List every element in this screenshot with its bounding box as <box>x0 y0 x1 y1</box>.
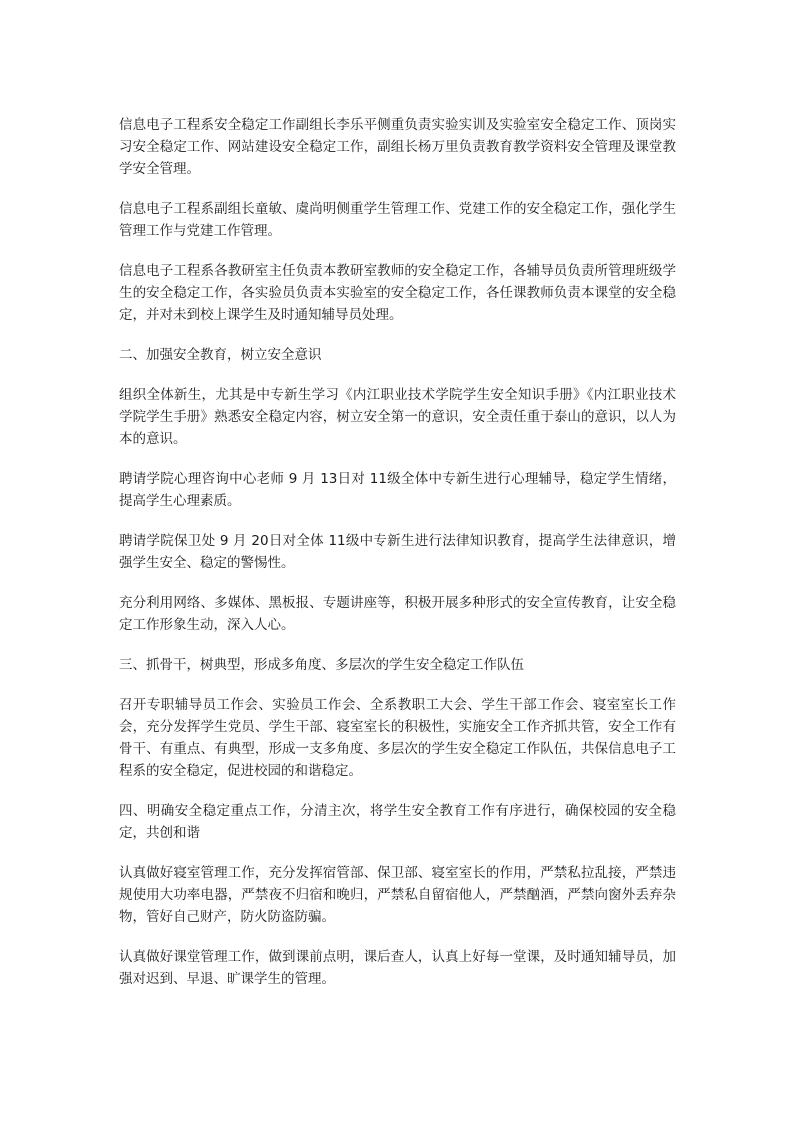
paragraph-vice-leader-li: 信息电子工程系安全稳定工作副组长李乐平侧重负责实验实训及实验室安全稳定工作、顶岗实习安全稳定工作、网站建设安全稳定工作，副组长杨万里负责教育教学资料安全管理及课堂教学安全管理。 <box>119 117 676 177</box>
paragraph-media-publicity: 充分利用网络、多媒体、黑板报、专题讲座等，积极开展多种形式的安全宣传教育，让安全稳定工作形象生动，深入人心。 <box>119 595 676 633</box>
section-heading-2: 二、加强安全教育，树立安全意识 <box>119 347 322 363</box>
document-body <box>119 114 676 1008</box>
paragraph-teaching-office: 信息电子工程系各教研室主任负责本教研室教师的安全稳定工作，各辅导员负责所管理班级学生的安全稳定工作，各实验员负责本实验室的安全稳定工作，各任课教师负责本课堂的安全稳定，并对未到校上课学生及时通知辅导员处理。 <box>119 263 676 323</box>
paragraph-dormitory: 认真做好寝室管理工作，充分发挥宿管部、保卫部、寝室室长的作用，严禁私拉乱接，严禁违规使用大功率电器，严禁夜不归宿和晚归，严禁私自留宿他人，严禁酗酒，严禁向窗外丢弃杂物，管好自己财产，防火防盗防骗。 <box>119 865 676 925</box>
paragraph-vice-leader-tong: 信息电子工程系副组长童敏、虞尚明侧重学生管理工作、党建工作的安全稳定工作，强化学生管理工作与党建工作管理。 <box>119 201 676 239</box>
paragraph-classroom: 认真做好课堂管理工作，做到课前点明，课后查人，认真上好每一堂课，及时通知辅导员，加强对迟到、早退、旷课学生的管理。 <box>119 949 676 987</box>
paragraph-legal-education: 聘请学院保卫处 9 月 20日对全体 11级中专新生进行法律知识教育，提高学生法律意识，增强学生安全、稳定的警惕性。 <box>119 533 676 571</box>
paragraph-psychology: 聘请学院心理咨询中心老师 9 月 13日对 11级全体中专新生进行心理辅导，稳定学生情绪，提高学生心理素质。 <box>119 471 676 509</box>
section-heading-4: 四、明确安全稳定重点工作，分清主次，将学生安全教育工作有序进行，确保校园的安全稳定，共创和谐 <box>119 803 676 841</box>
paragraph-meetings: 召开专职辅导员工作会、实验员工作会、全系教职工大会、学生干部工作会、寝室室长工作会，充分发挥学生党员、学生干部、寝室室长的积极性，实施安全工作齐抓共管，安全工作有骨干、有重点、有典型，形成一支多角度、多层次的学生安全稳定工作队伍，共保信息电子工程系的安全稳定，促进校园的和谐稳定。 <box>119 697 676 779</box>
section-heading-3: 三、抓骨干，树典型，形成多角度、多层次的学生安全稳定工作队伍 <box>119 657 524 673</box>
paragraph-new-students: 组织全体新生，尤其是中专新生学习《内江职业技术学院学生安全知识手册》《内江职业技术学院学生手册》熟悉安全稳定内容，树立安全第一的意识，安全责任重于泰山的意识，以人为本的意识。 <box>119 387 676 447</box>
